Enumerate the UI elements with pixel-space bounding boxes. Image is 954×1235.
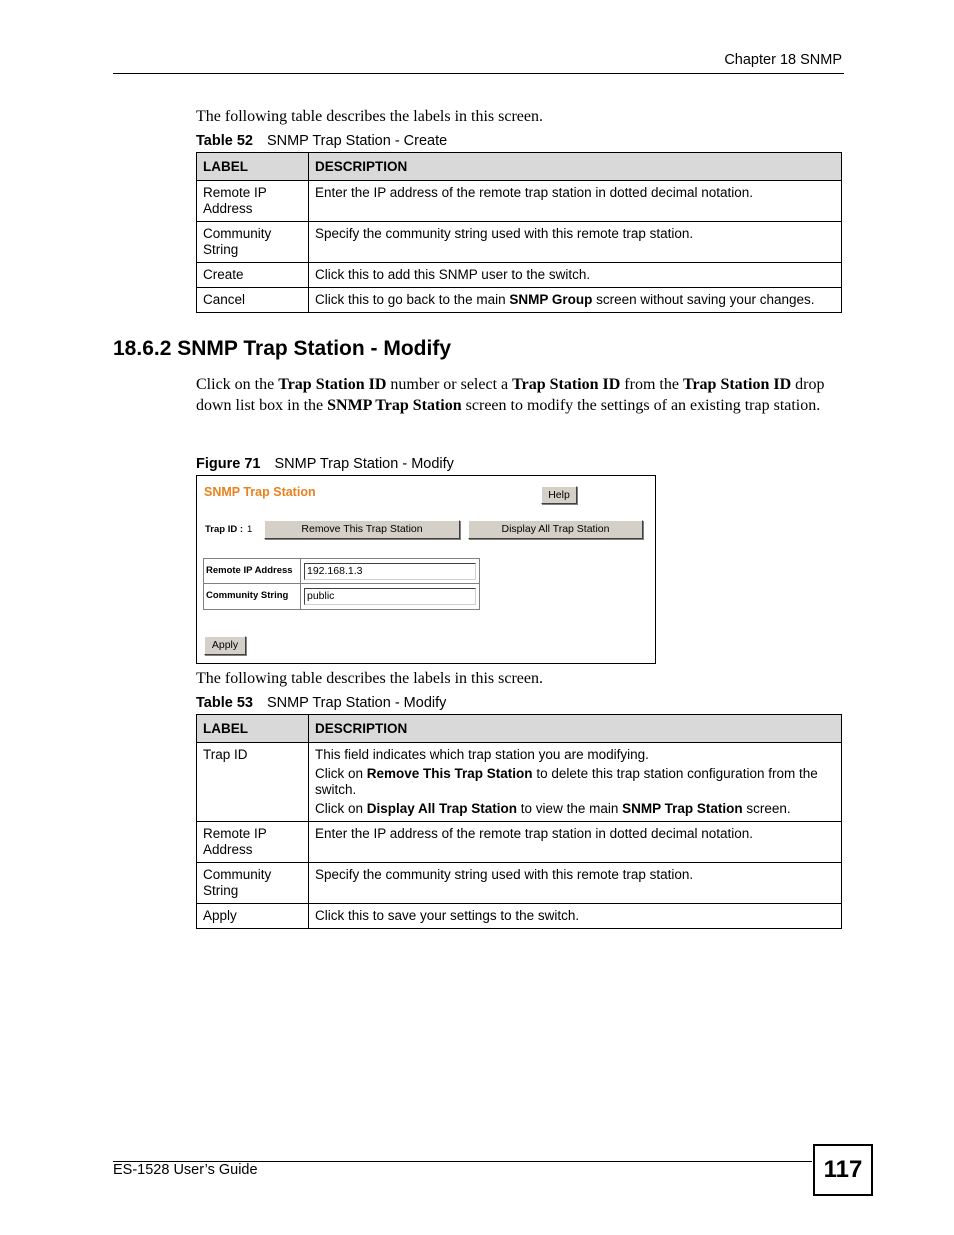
para-text: from the — [620, 376, 683, 393]
figure-71-caption — [196, 456, 454, 472]
screen-title: SNMP Trap Station — [204, 485, 316, 499]
row-label: Create — [197, 263, 309, 288]
display-all-trap-station-button[interactable]: Display All Trap Station — [468, 520, 643, 539]
table-row — [197, 904, 842, 929]
trap-id-label: Trap ID : — [205, 524, 244, 535]
para-bold: SNMP Trap Station — [327, 396, 462, 414]
guide-title: ES-1528 User’s Guide — [113, 1162, 258, 1178]
figure-71-screenshot — [196, 475, 656, 664]
para-text: drop down list box in the — [196, 376, 825, 414]
community-string-row — [204, 584, 479, 608]
header-label: LABEL — [197, 153, 309, 181]
apply-button[interactable]: Apply — [204, 636, 246, 655]
help-button[interactable]: Help — [541, 486, 577, 504]
table-53 — [196, 714, 842, 929]
desc-bold: SNMP Group — [509, 292, 593, 307]
row-label: Remote IP Address — [197, 822, 309, 863]
desc-paragraph — [315, 766, 835, 798]
remote-ip-input[interactable]: 192.168.1.3 — [304, 563, 476, 580]
caption-number: Figure 71 — [196, 456, 261, 472]
desc-text: to delete this trap station configuration from the switch. — [315, 766, 818, 797]
desc-paragraph: This field indicates which trap station you are modifying. — [315, 747, 649, 762]
table-row — [197, 181, 842, 222]
row-label: Cancel — [197, 288, 309, 313]
desc-text: Click on — [315, 766, 367, 781]
table-row — [197, 222, 842, 263]
desc-bold: SNMP Trap Station — [622, 801, 743, 816]
trap-id-value: 1 — [247, 524, 253, 535]
community-string-label: Community String — [206, 590, 289, 601]
header-rule — [113, 73, 844, 74]
section-title: 18.6.2 SNMP Trap Station - Modify — [113, 337, 452, 360]
row-label: Community String — [197, 222, 309, 263]
row-description: Specify the community string used with this remote trap station. — [309, 222, 842, 263]
table-header-row — [197, 153, 842, 181]
table-52 — [196, 152, 842, 313]
caption-title: SNMP Trap Station - Modify — [274, 456, 454, 472]
para-bold: Trap Station ID — [682, 376, 792, 393]
row-description — [309, 743, 842, 822]
caption-title: SNMP Trap Station - Create — [266, 133, 448, 149]
caption-number: Table 52 — [196, 133, 253, 149]
section-paragraph — [196, 375, 842, 416]
desc-text: Click this to go back to the main — [315, 292, 510, 307]
settings-form — [203, 558, 480, 610]
para-text: Click on the — [196, 376, 279, 393]
remote-ip-row — [204, 559, 479, 583]
chapter-header: Chapter 18 SNMP — [724, 52, 842, 68]
table-53-caption — [196, 695, 446, 711]
table-row — [197, 822, 842, 863]
row-label: Remote IP Address — [197, 181, 309, 222]
caption-number: Table 53 — [196, 695, 253, 711]
desc-bold: Remove This Trap Station — [366, 766, 533, 781]
desc-text: to view the main — [517, 801, 623, 816]
desc-bold: Display All Trap Station — [366, 801, 518, 816]
remote-ip-label: Remote IP Address — [206, 565, 293, 576]
row-label: Apply — [197, 904, 309, 929]
header-description: DESCRIPTION — [309, 715, 842, 743]
row-description: Specify the community string used with this remote trap station. — [309, 863, 842, 904]
para-text: screen to modify the settings of an existing trap station. — [461, 396, 821, 414]
table-header-row — [197, 715, 842, 743]
intro-text-2: The following table describes the labels in this screen. — [196, 670, 544, 687]
row-description: Enter the IP address of the remote trap station in dotted decimal notation. — [309, 822, 842, 863]
row-description: Enter the IP address of the remote trap station in dotted decimal notation. — [309, 181, 842, 222]
header-label: LABEL — [197, 715, 309, 743]
row-label: Community String — [197, 863, 309, 904]
row-description: Click this to add this SNMP user to the switch. — [309, 263, 842, 288]
row-label: Trap ID — [197, 743, 309, 822]
para-bold: Trap Station ID — [512, 376, 621, 393]
intro-text-1: The following table describes the labels in this screen. — [196, 108, 544, 125]
row-description: Click this to save your settings to the switch. — [309, 904, 842, 929]
community-string-input[interactable]: public — [304, 588, 476, 605]
caption-title: SNMP Trap Station - Modify — [266, 695, 447, 711]
table-row — [197, 288, 842, 313]
desc-paragraph — [315, 801, 835, 817]
desc-text: screen without saving your changes. — [592, 292, 815, 307]
para-text: number or select a — [386, 376, 513, 393]
table-row — [197, 263, 842, 288]
remove-trap-station-button[interactable]: Remove This Trap Station — [264, 520, 460, 539]
table-52-caption — [196, 133, 447, 149]
table-row — [197, 863, 842, 904]
page-number: 117 — [813, 1144, 873, 1196]
para-bold: Trap Station ID — [278, 376, 387, 393]
desc-text: Click on — [315, 801, 367, 816]
header-description: DESCRIPTION — [309, 153, 842, 181]
desc-text: screen. — [742, 801, 791, 816]
row-description — [309, 288, 842, 313]
table-row — [197, 743, 842, 822]
